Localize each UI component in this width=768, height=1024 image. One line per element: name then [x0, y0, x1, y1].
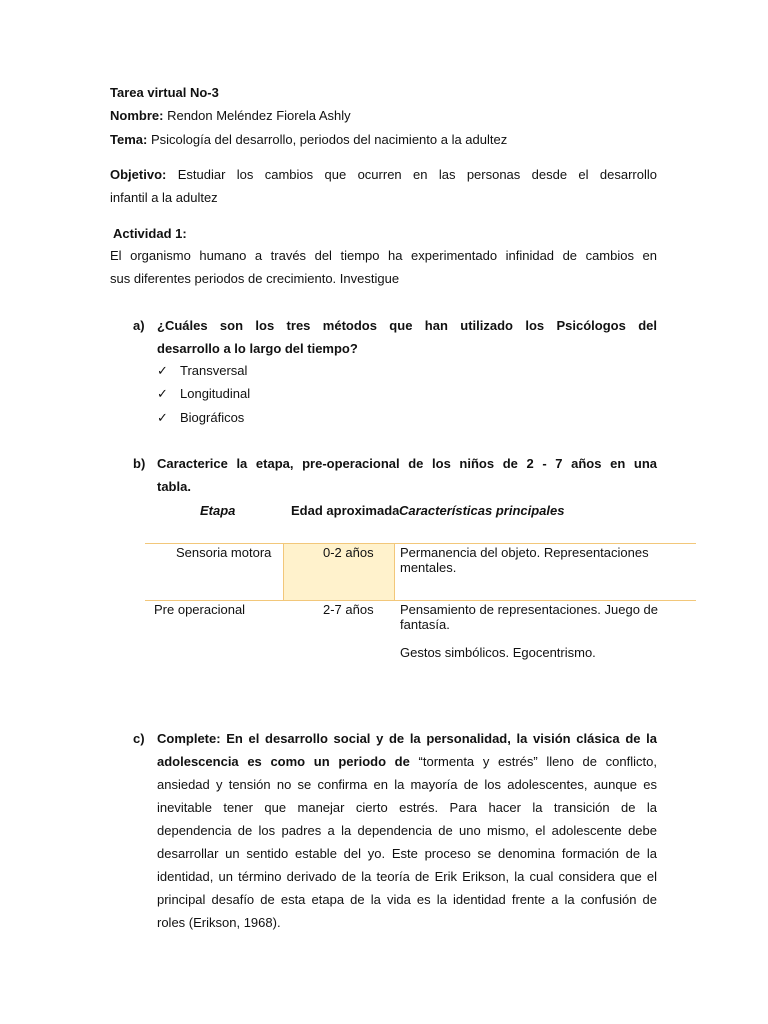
name-label: Nombre: [110, 108, 164, 123]
name-value: Rendon Meléndez Fiorela Ashly [167, 108, 351, 123]
question-c-line-2 [157, 753, 657, 771]
objective-line-1 [110, 166, 657, 184]
table-border-middle [145, 600, 696, 601]
method-item: Transversal [180, 363, 248, 378]
objective-label: Objetivo: [110, 167, 167, 182]
cell-features-line: fantasía. [400, 617, 450, 632]
question-b-marker: b) [133, 456, 146, 471]
activity-line-1: El organismo humano a través del tiempo ha experimentado infinidad de cambios en [110, 248, 657, 263]
question-c-paragraph-line: inevitable tener que manejar cierto estrés. Para hacer la transición de la [157, 800, 657, 815]
question-c-paragraph-line: identidad, un término derivado de la teoría de Erik Erikson, la cual considera que el [157, 869, 657, 884]
question-c-text: “tormenta y estrés” lleno de conflicto, [418, 754, 657, 769]
cell-features-line: mentales. [400, 560, 457, 575]
method-item: Longitudinal [180, 386, 251, 401]
topic-line [110, 131, 507, 149]
question-c-line-1: Complete: En el desarrollo social y de la personalidad, la visión clásica de la [157, 731, 657, 746]
assignment-title: Tarea virtual No-3 [110, 85, 219, 100]
cell-features-line: Permanencia del objeto. Representaciones [400, 545, 649, 560]
cell-features-extra: Gestos simbólicos. Egocentrismo. [400, 645, 596, 660]
question-c-marker: c) [133, 731, 145, 746]
question-c-paragraph-line: dependencia de los padres a la dependencia de uno mismo, el adolescente debe [157, 823, 657, 838]
question-c-paragraph-line: desarrollar un sentido estable del yo. Este proceso se denomina formación de la [157, 846, 657, 861]
table-header-age: Edad aproximada [291, 503, 400, 518]
objective-text-1: Estudiar los cambios que ocurren en las personas desde el desarrollo [177, 167, 657, 182]
question-c-paragraph-line: principal desafío de esta etapa de la vida es la identidad frente a la confusión de [157, 892, 657, 907]
question-a-line-2: desarrollo a lo largo del tiempo? [157, 341, 358, 356]
table-header-features: Características principales [399, 503, 565, 518]
objective-line-2: infantil a la adultez [110, 190, 218, 205]
activity-line-2: sus diferentes periodos de crecimiento. Investigue [110, 271, 400, 286]
question-b-line-1: Caracterice la etapa, pre-operacional de los niños de 2 - 7 años en una [157, 456, 657, 471]
question-b-line-2: tabla. [157, 479, 191, 494]
check-icon: ✓ [157, 363, 168, 378]
table-border-col-1 [283, 543, 284, 600]
cell-stage: Pre operacional [154, 602, 246, 617]
cell-stage: Sensoria motora [176, 545, 272, 560]
question-c-paragraph-line: ansiedad y tensión no se confirma en la mayoría de los adolescentes, aunque es [157, 777, 657, 792]
check-icon: ✓ [157, 386, 168, 401]
cell-features-line: Pensamiento de representaciones. Juego de [400, 602, 659, 617]
method-item: Biográficos [180, 410, 245, 425]
activity-title: Actividad 1: [113, 226, 187, 241]
table-header-stage: Etapa [200, 503, 236, 518]
student-name-line [110, 107, 351, 125]
table-border-col-2 [394, 543, 395, 600]
check-icon: ✓ [157, 410, 168, 425]
question-c-bold-text: adolescencia es como un periodo de [157, 754, 410, 769]
topic-value: Psicología del desarrollo, periodos del nacimiento a la adultez [150, 132, 508, 147]
topic-label: Tema: [110, 132, 148, 147]
question-c-last-line: roles (Erikson, 1968). [157, 915, 281, 930]
question-a-line-1: ¿Cuáles son los tres métodos que han utilizado los Psicólogos del [157, 318, 657, 333]
cell-age: 2-7 años [323, 602, 374, 617]
question-a-marker: a) [133, 318, 145, 333]
cell-age: 0-2 años [323, 545, 374, 560]
table-border-top [145, 543, 696, 544]
